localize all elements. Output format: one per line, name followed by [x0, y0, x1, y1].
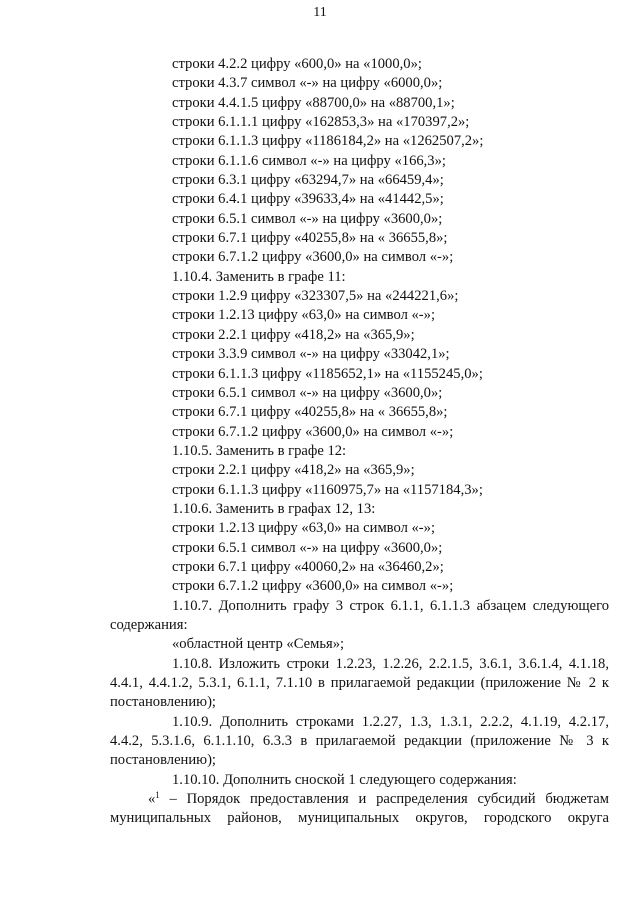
section-heading-1-10-6: 1.10.6. Заменить в графах 12, 13:	[172, 500, 376, 517]
section-heading-1-10-4: 1.10.4. Заменить в графе 11:	[172, 268, 346, 285]
amendment-line: строки 6.1.1.3 цифру «1160975,7» на «1157184,3»;	[172, 481, 483, 498]
amendment-line: строки 6.7.1 цифру «40255,8» на « 36655,8»;	[172, 230, 448, 247]
amendment-line: строки 6.7.1.2 цифру «3600,0» на символ «-»;	[172, 249, 454, 266]
amendment-line: строки 6.1.1.3 цифру «1185652,1» на «1155245,0»;	[172, 365, 483, 382]
amendment-line: строки 1.2.13 цифру «63,0» на символ «-»;	[172, 520, 436, 537]
quoted-insertion: «областной центр «Семья»;	[172, 636, 345, 653]
amendment-line: строки 4.4.1.5 цифру «88700,0» на «88700,1»;	[172, 94, 455, 111]
amendment-line: строки 2.2.1 цифру «418,2» на «365,9»;	[172, 462, 415, 479]
paragraph-1-10-7: 1.10.7. Дополнить графу 3 строк 6.1.1, 6.1.1.3 абзацем следующего содержания:	[110, 597, 609, 633]
amendment-line: строки 6.5.1 символ «-» на цифру «3600,0»;	[172, 539, 443, 556]
amendment-line: строки 2.2.1 цифру «418,2» на «365,9»;	[172, 326, 415, 343]
amendment-line: строки 6.4.1 цифру «39633,4» на «41442,5»;	[172, 191, 444, 208]
paragraph-1-10-9: 1.10.9. Дополнить строками 1.2.27, 1.3, 1.3.1, 2.2.2, 4.1.19, 4.2.17, 4.4.2, 5.3.1.6, 6.1.1.10, 6.3.3 в прилагаемой редакции (приложение № 3 к постановлению);	[110, 713, 609, 769]
document-body	[110, 55, 609, 829]
amendment-line: строки 4.3.7 символ «-» на цифру «6000,0»;	[172, 75, 443, 92]
paragraph-1-10-8: 1.10.8. Изложить строки 1.2.23, 1.2.26, 2.2.1.5, 3.6.1, 3.6.1.4, 4.1.18, 4.4.1, 4.4.1.2, 5.3.1, 6.1.1, 7.1.10 в прилагаемой редакции (приложение № 2 к постановлению);	[110, 655, 609, 711]
amendment-line: строки 6.1.1.1 цифру «162853,3» на «170397,2»;	[172, 114, 470, 131]
amendment-line: строки 6.7.1.2 цифру «3600,0» на символ «-»;	[172, 423, 454, 440]
amendment-line: строки 6.3.1 цифру «63294,7» на «66459,4»;	[172, 172, 444, 189]
footnote-continuation: муниципальных районов, муниципальных округов, городского округа	[110, 810, 609, 827]
amendment-line: строки 4.2.2 цифру «600,0» на «1000,0»;	[172, 56, 422, 72]
section-heading-1-10-5: 1.10.5. Заменить в графе 12:	[172, 442, 347, 459]
amendment-line: строки 3.3.9 символ «-» на цифру «33042,1»;	[172, 346, 450, 363]
amendment-line: строки 1.2.13 цифру «63,0» на символ «-»;	[172, 307, 436, 324]
amendment-line: строки 6.1.1.3 цифру «1186184,2» на «1262507,2»;	[172, 133, 484, 150]
amendment-line: строки 6.1.1.6 символ «-» на цифру «166,3»;	[172, 152, 446, 169]
amendment-line: строки 1.2.9 цифру «323307,5» на «244221,6»;	[172, 288, 459, 305]
footnote-marker: 1	[155, 790, 160, 801]
amendment-line: строки 6.7.1 цифру «40060,2» на «36460,2»;	[172, 558, 444, 575]
amendment-line: строки 6.5.1 символ «-» на цифру «3600,0»;	[172, 384, 443, 401]
amendment-line: строки 6.5.1 символ «-» на цифру «3600,0»;	[172, 210, 443, 227]
paragraph-1-10-10: 1.10.10. Дополнить сноской 1 следующего содержания:	[172, 771, 517, 788]
amendment-line: строки 6.7.1.2 цифру «3600,0» на символ «-»;	[172, 578, 454, 595]
page-number: 11	[313, 5, 327, 20]
footnote-text: «$^1$ – Порядок предоставления и распределения субсидий бюджетам	[148, 790, 609, 808]
amendment-line: строки 6.7.1 цифру «40255,8» на « 36655,8»;	[172, 404, 448, 421]
